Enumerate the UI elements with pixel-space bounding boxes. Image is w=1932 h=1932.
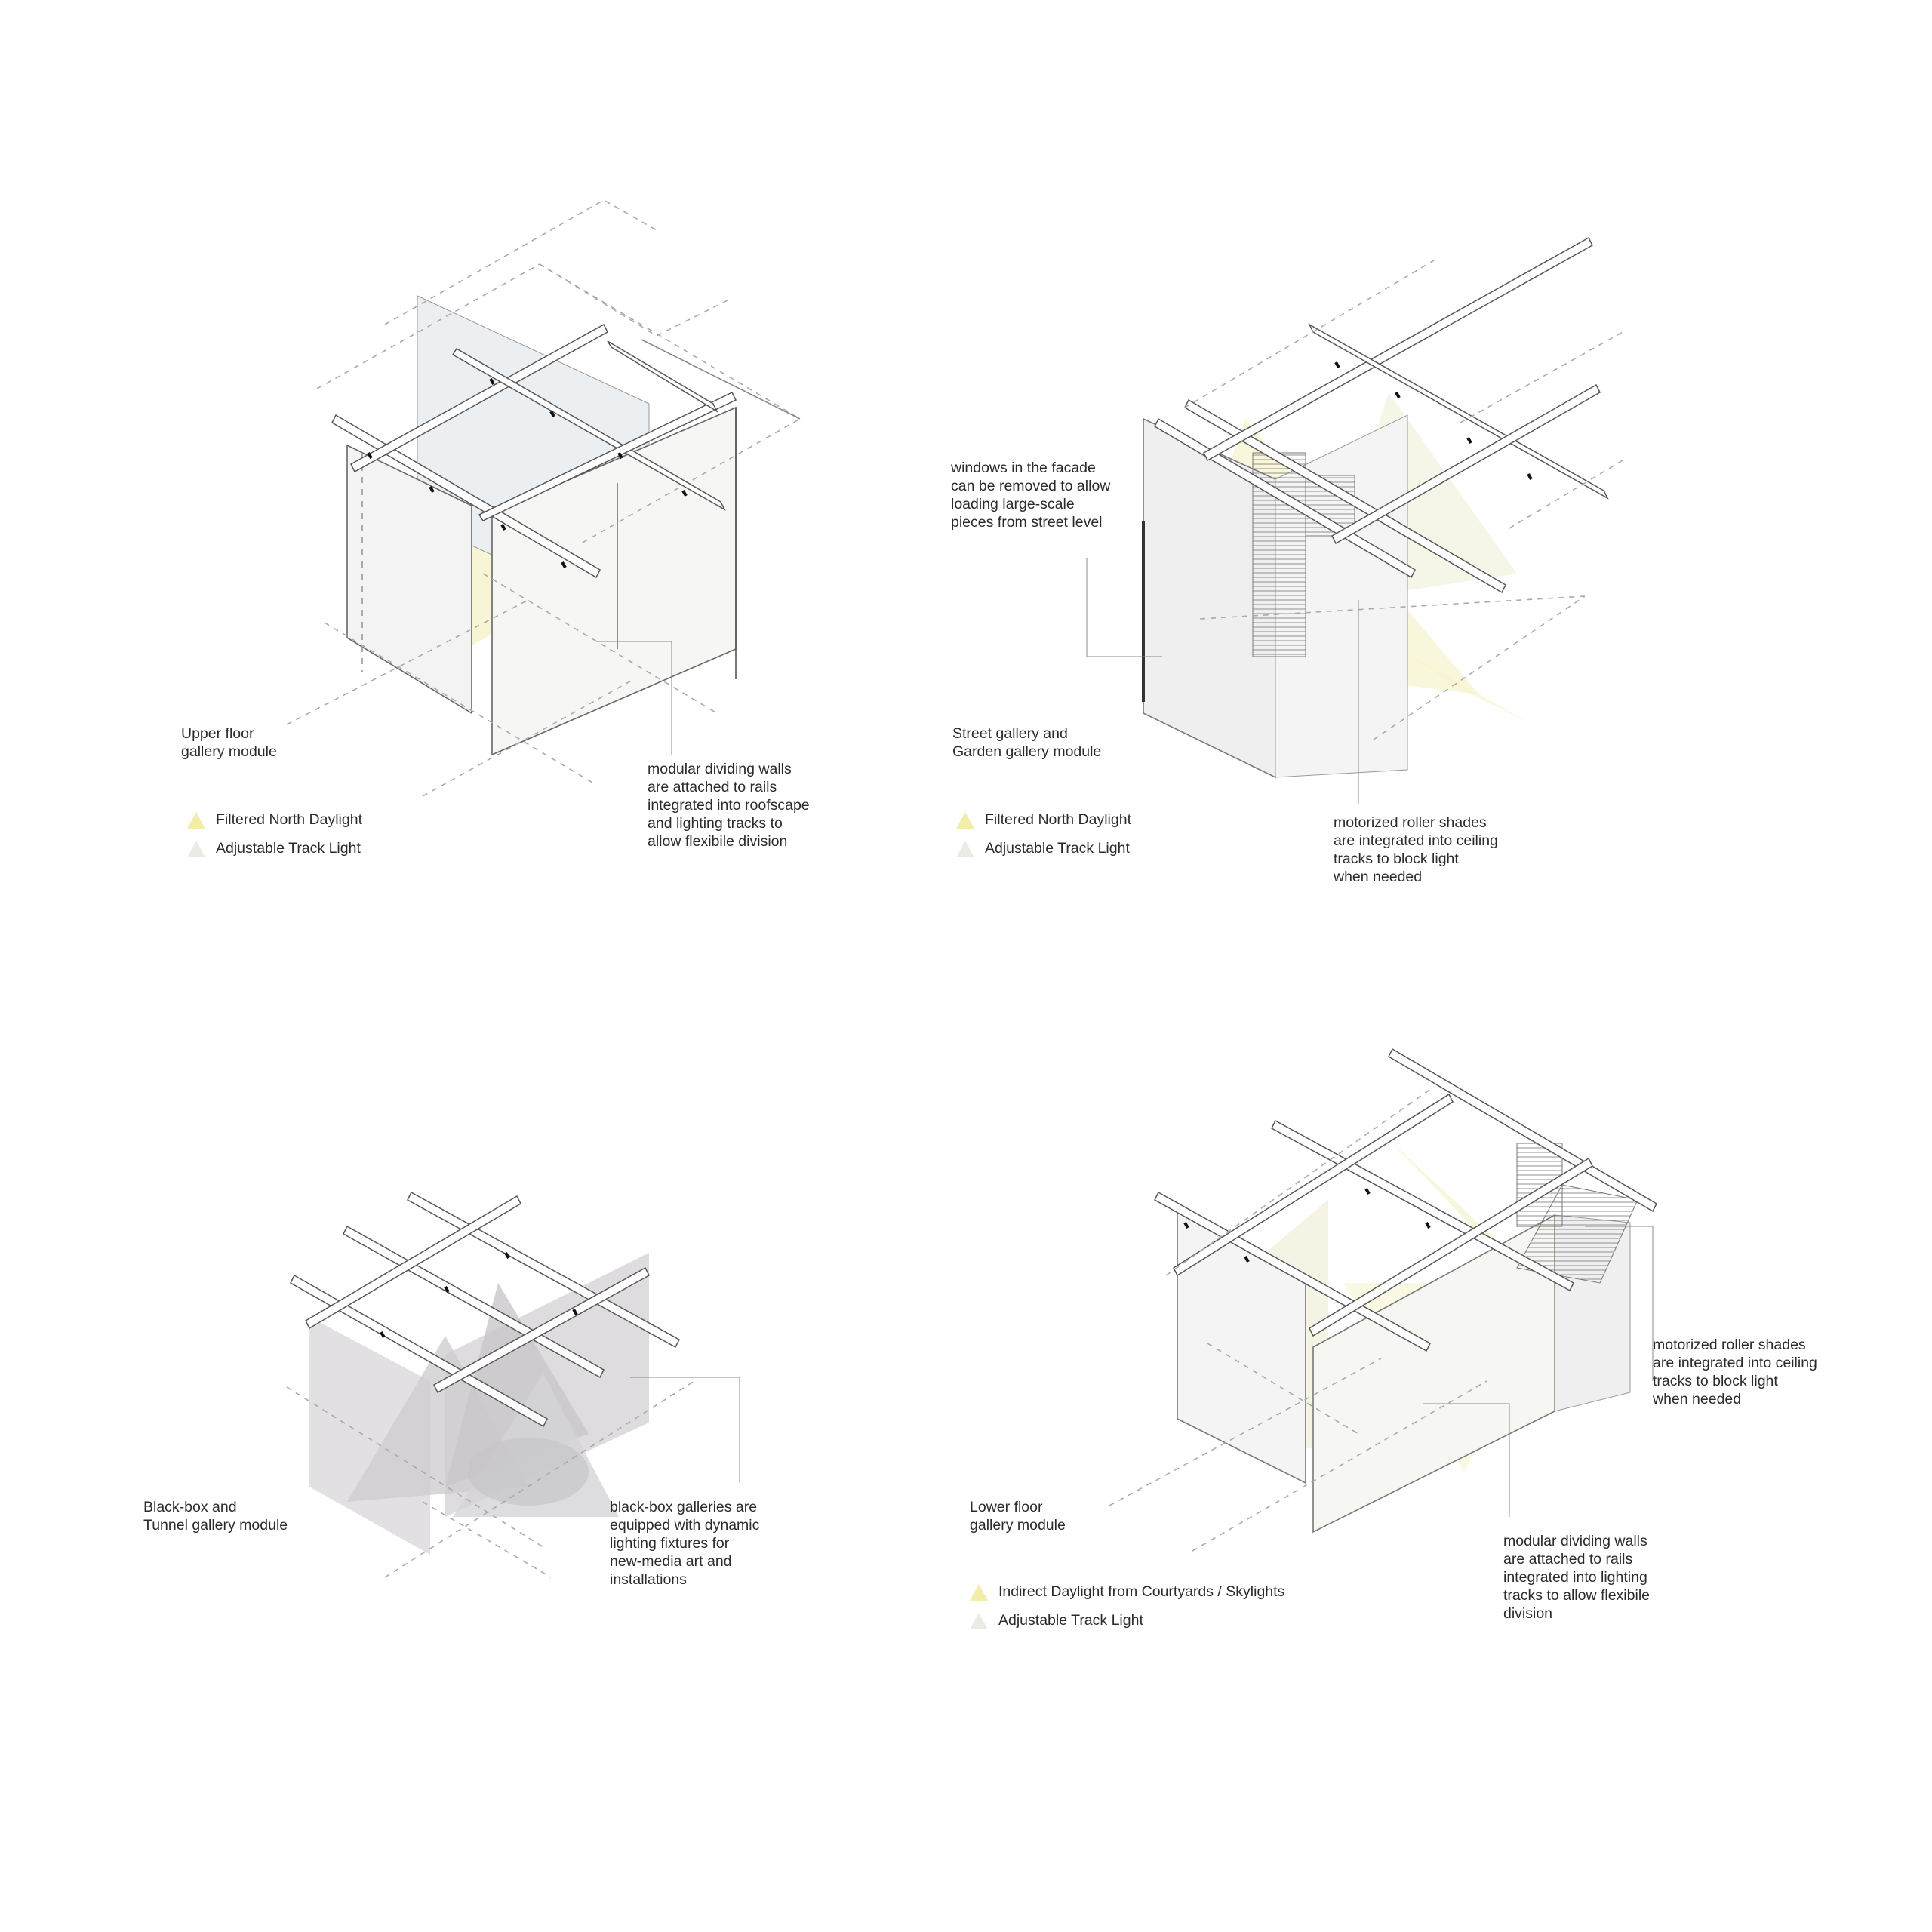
street-windows-note: windows in the facade can be removed to allow loading large-scale pieces from street level [951, 460, 1111, 531]
street-module-drawing [1087, 238, 1623, 804]
daylight-swatch-icon [187, 812, 205, 829]
street-module-title: Street gallery and Garden gallery module [952, 725, 1102, 760]
street-shades-note: motorized roller shades are integrated into ceiling tracks to block light when needed [1334, 814, 1498, 885]
daylight-swatch-icon [956, 812, 974, 829]
lower-legend-track: Adjustable Track Light [970, 1612, 1143, 1629]
upper-legend-daylight: Filtered North Daylight [187, 811, 362, 829]
lower-walls-note: modular dividing walls are attached to rails integrated into lighting tracks to allow flexibile division [1503, 1533, 1650, 1622]
lower-shades-note: motorized roller shades are integrated into ceiling tracks to block light when needed [1653, 1337, 1817, 1407]
upper-module-note: modular dividing walls are attached to rails integrated into roofscape and lighting tracks to allow flexibile division [648, 761, 810, 850]
daylight-swatch-icon [970, 1584, 988, 1601]
track-light-swatch-icon [970, 1613, 988, 1629]
street-legend-daylight: Filtered North Daylight [956, 811, 1131, 829]
blackbox-module-title: Black-box and Tunnel gallery module [143, 1499, 288, 1534]
upper-module-title: Upper floor gallery module [181, 725, 277, 760]
lower-module-title: Lower floor gallery module [970, 1499, 1066, 1534]
track-light-swatch-icon [956, 841, 974, 857]
upper-module-drawing [287, 200, 800, 796]
upper-legend-track: Adjustable Track Light [187, 840, 361, 857]
blackbox-module-note: black-box galleries are equipped with dynamic lighting fixtures for new-media art and installations [610, 1499, 760, 1588]
track-light-swatch-icon [187, 841, 205, 857]
lower-module-drawing [1109, 1049, 1657, 1551]
lower-legend-daylight: Indirect Daylight from Courtyards / Skylights [970, 1583, 1284, 1601]
street-legend-track: Adjustable Track Light [956, 840, 1130, 857]
